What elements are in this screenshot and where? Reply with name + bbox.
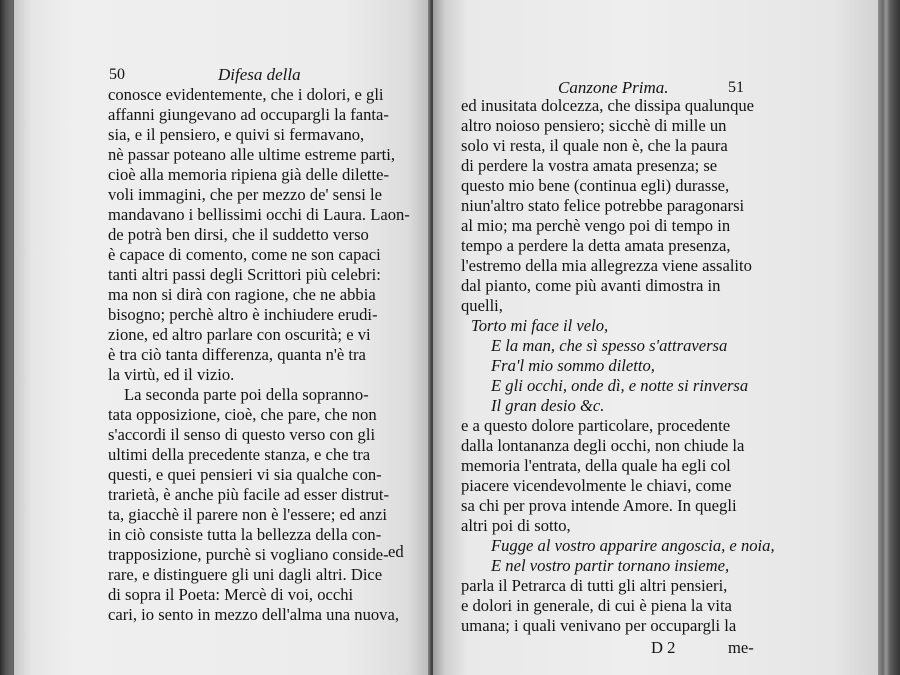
text-line: sia, e il pensiero, e quivi si fermavano, (108, 125, 365, 144)
text-line: al mio; ma perchè vengo poi di tempo in (461, 216, 731, 235)
left-running-head: Difesa della (218, 65, 301, 84)
text-line: rare, e distinguere gli uni dagli altri. Dice (108, 565, 383, 584)
text-line: sa chi per prova intende Amore. In quegli (461, 496, 737, 515)
text-line: altro noioso pensiero; sicchè di mille un (461, 116, 727, 135)
text-line: di perdere la vostra amata presenza; se (461, 156, 718, 175)
right-catchword: me- (728, 638, 754, 657)
text-line: e a questo dolore particolare, procedente (461, 416, 731, 435)
text-line: umana; i quali venivano per occupargli la (461, 616, 737, 635)
text-line: conosce evidentemente, che i dolori, e gli (108, 85, 384, 104)
text-line: questo mio bene (continua egli) durasse, (461, 176, 730, 195)
text-line: tempo a perdere la detta amata presenza, (461, 236, 731, 255)
left-page-number: 50 (109, 66, 125, 83)
text-line: s'accordi il senso di questo verso con gli (108, 425, 376, 444)
text-line: ma non si dirà con ragione, che ne abbia (108, 285, 376, 304)
text-line: cari, io sento in mezzo dell'alma una nuova, (108, 605, 399, 624)
signature-mark: D 2 (651, 638, 676, 657)
text-line: la virtù, ed il vizio. (108, 365, 235, 384)
text-line: voli immagini, che per mezzo de' sensi le (108, 185, 382, 204)
text-line: tata opposizione, cioè, che pare, che non (108, 405, 377, 424)
right-page-number: 51 (728, 79, 744, 96)
text-line: de potrà ben dirsi, che il suddetto verso (108, 225, 369, 244)
verse-line: E nel vostro partir tornano insieme, (491, 556, 730, 575)
text-line: solo vi resta, il quale non è, che la paura (461, 136, 728, 155)
text-line: dalla lontananza degli occhi, non chiude la (461, 436, 745, 455)
verse-line: Il gran desio &c. (491, 396, 605, 415)
text-line: bisogno; perchè altro è inchiudere erudi- (108, 305, 378, 324)
text-line: è capace di comento, come ne son capaci (108, 245, 381, 264)
text-line: memoria l'entrata, della quale ha egli col (461, 456, 731, 475)
text-line: l'estremo della mia allegrezza viene assalito (461, 256, 752, 275)
left-page (14, 0, 431, 675)
text-line: ta, giacchè il parere non è l'essere; ed anzi (108, 505, 387, 524)
verse-line: Fugge al vostro apparire angoscia, e noia, (491, 536, 775, 555)
text-line: dal pianto, come più avanti dimostra in (461, 276, 721, 295)
text-line: ultimi della precedente stanza, e che tra (108, 445, 371, 464)
text-line: niun'altro stato felice potrebbe paragonarsi (461, 196, 745, 215)
text-line: di sopra il Poeta: Mercè di voi, occhi (108, 585, 354, 604)
verse-line: E gli occhi, onde dì, e notte si rinversa (491, 376, 749, 395)
verse-line: Torto mi face il velo, (471, 316, 609, 335)
text-line: trarietà, è anche più facile ad esser distrut- (108, 485, 390, 504)
text-line: nè passar poteano alle ultime estreme parti, (108, 145, 396, 164)
text-line: è tra ciò tanta differenza, quanta n'è tra (108, 345, 366, 364)
right-running-head: Canzone Prima. (558, 78, 669, 97)
text-line: mandavano i bellissimi occhi di Laura. Laon- (108, 205, 410, 224)
verse-line: Fra'l mio sommo diletto, (491, 356, 655, 375)
book-edge (878, 0, 900, 675)
text-line: La seconda parte poi della soprannο- (124, 385, 369, 404)
text-line: zione, ed altro parlare con oscurità; e vi (108, 325, 371, 344)
text-line: in ciò consiste tutta la bellezza della con- (108, 525, 382, 544)
text-line: parla il Petrarca di tutti gli altri pensieri, (461, 576, 728, 595)
text-line: quelli, (461, 296, 503, 315)
text-line: e dolori in generale, di cui è piena la vita (461, 596, 732, 615)
text-line: ed inusitata dolcezza, che dissipa qualunque (461, 96, 755, 115)
right-page (433, 0, 880, 675)
text-line: piacere vicendevolmente le chiavi, come (461, 476, 732, 495)
text-line: trapposizione, purchè si vogliano conside- (108, 545, 389, 564)
text-line: tanti altri passi degli Scrittori più celebri: (108, 265, 381, 284)
text-line: questi, e quei pensieri vi sia qualche con- (108, 465, 382, 484)
text-line: affanni giungevano ad occupargli la fanta- (108, 105, 389, 124)
text-line: altri poi di sotto, (461, 516, 571, 535)
left-catchword: ed (388, 542, 404, 561)
text-line: cioè alla memoria ripiena già delle dilette- (108, 165, 390, 184)
verse-line: E la man, che sì spesso s'attraversa (491, 336, 728, 355)
